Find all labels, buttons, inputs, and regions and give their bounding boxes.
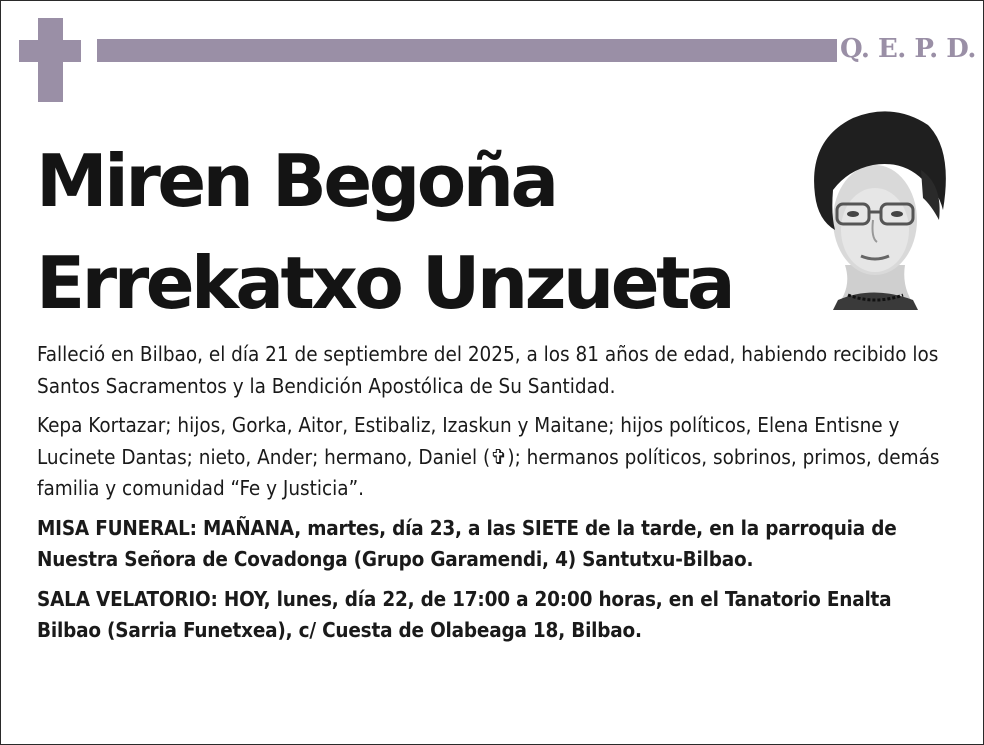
qepd-label: Q. E. P. D. — [840, 34, 976, 64]
family-text-2: ); hermanos políticos, sobrinos, primos, demás familia y comunidad “Fe y Justicia”. — [37, 444, 940, 500]
family-text-1: Kepa Kortazar; hijos, Gorka, Aitor, Estibaliz, Izaskun y Maitane; hijos políticos, Elena Entisne y Lucinete Dantas; nieto, Ander; hermano, Daniel ( — [37, 413, 900, 469]
portrait-photo — [793, 100, 953, 310]
deceased-name — [36, 130, 776, 334]
death-paragraph: Falleció en Bilbao, el día 21 de septiembre del 2025, a los 81 años de edad, habiendo recibido los Santos Sacramentos y la Bendición Apostólica de Su Santidad. — [37, 342, 939, 398]
family-paragraph — [37, 410, 957, 505]
name-line-1: Miren Begoña — [36, 139, 556, 223]
name-line-2: Errekatxo Unzueta — [36, 241, 733, 325]
obituary-body — [37, 339, 957, 655]
funeral-paragraph: MISA FUNERAL: MAÑANA, martes, día 23, a las SIETE de la tarde, en la parroquia de Nuestra Señora de Covadonga (Grupo Garamendi, 4) Santutxu-Bilbao. — [37, 515, 897, 571]
cross-icon-bar — [19, 40, 81, 62]
wake-paragraph: SALA VELATORIO: HOY, lunes, día 22, de 17:00 a 20:00 horas, en el Tanatorio Enalta Bilbao (Sarria Funetxea), c/ Cuesta de Olabeaga 18, Bilbao. — [37, 586, 892, 642]
header-rule — [97, 39, 837, 62]
deceased-cross-icon: ✞ — [490, 444, 508, 469]
